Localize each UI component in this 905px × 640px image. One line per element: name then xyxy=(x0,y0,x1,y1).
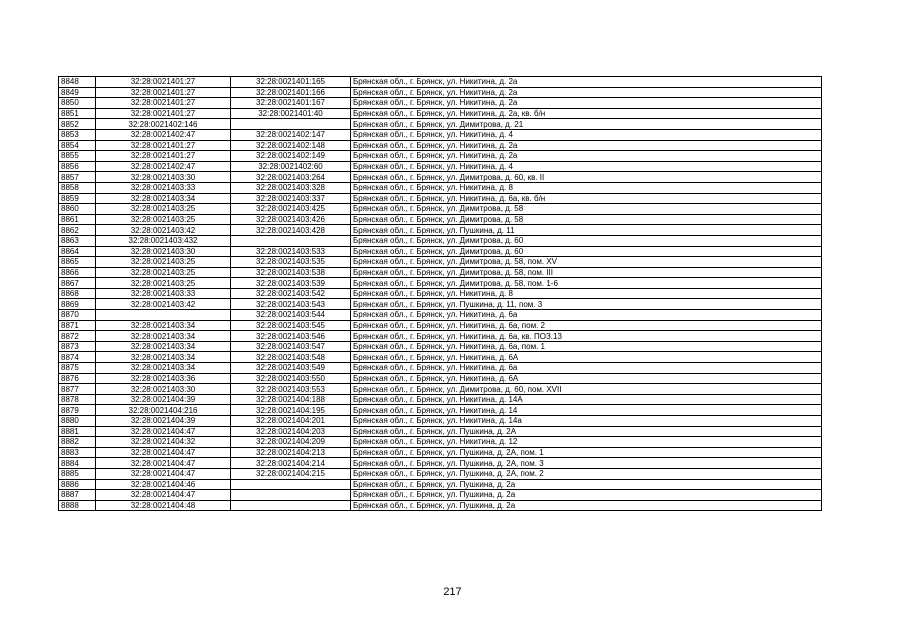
object-cadastral-number-cell: 32:28:0021403:264 xyxy=(231,172,351,183)
address-cell: Брянская обл., г. Брянск, ул. Никитина, д. 2а xyxy=(351,151,822,162)
address-cell: Брянская обл., г. Брянск, ул. Никитина, д. 4 xyxy=(351,129,822,140)
row-number-cell: 8869 xyxy=(59,299,96,310)
row-number-cell: 8870 xyxy=(59,310,96,321)
object-cadastral-number-cell: 32:28:0021403:543 xyxy=(231,299,351,310)
row-number-cell: 8879 xyxy=(59,405,96,416)
row-number-cell: 8850 xyxy=(59,98,96,109)
parcel-cadastral-number-cell: 32:28:0021403:25 xyxy=(96,278,231,289)
address-cell: Брянская обл., г. Брянск, ул. Никитина, д. 6а xyxy=(351,363,822,374)
object-cadastral-number-cell: 32:28:0021403:547 xyxy=(231,341,351,352)
address-cell: Брянская обл., г. Брянск, ул. Пушкина, д. 11 xyxy=(351,225,822,236)
row-number-cell: 8874 xyxy=(59,352,96,363)
object-cadastral-number-cell xyxy=(231,479,351,490)
row-number-cell: 8867 xyxy=(59,278,96,289)
table-row xyxy=(59,479,822,490)
row-number-cell: 8868 xyxy=(59,288,96,299)
row-number-cell: 8853 xyxy=(59,129,96,140)
address-cell: Брянская обл., г. Брянск, ул. Димитрова, д. 60, кв. II xyxy=(351,172,822,183)
address-cell: Брянская обл., г. Брянск, ул. Никитина, д. 6а xyxy=(351,310,822,321)
object-cadastral-number-cell: 32:28:0021404:215 xyxy=(231,468,351,479)
table-row xyxy=(59,426,822,437)
table-row xyxy=(59,447,822,458)
address-cell: Брянская обл., г. Брянск, ул. Никитина, д. 14 xyxy=(351,405,822,416)
object-cadastral-number-cell: 32:28:0021403:544 xyxy=(231,310,351,321)
table-row xyxy=(59,151,822,162)
row-number-cell: 8860 xyxy=(59,204,96,215)
row-number-cell: 8861 xyxy=(59,214,96,225)
row-number-cell: 8854 xyxy=(59,140,96,151)
object-cadastral-number-cell: 32:28:0021404:214 xyxy=(231,458,351,469)
address-cell: Брянская обл., г. Брянск, ул. Никитина, д. 8 xyxy=(351,182,822,193)
table-row xyxy=(59,193,822,204)
table-row xyxy=(59,341,822,352)
address-cell: Брянская обл., г. Брянск, ул. Пушкина, д. 2А, пом. 3 xyxy=(351,458,822,469)
parcel-cadastral-number-cell: 32:28:0021403:34 xyxy=(96,352,231,363)
table-row xyxy=(59,108,822,119)
address-cell: Брянская обл., г. Брянск, ул. Пушкина, д. 2А, пом. 2 xyxy=(351,468,822,479)
parcel-cadastral-number-cell: 32:28:0021403:42 xyxy=(96,225,231,236)
row-number-cell: 8880 xyxy=(59,416,96,427)
table-row xyxy=(59,119,822,130)
address-cell: Брянская обл., г. Брянск, ул. Никитина, д. 6а, пом. 2 xyxy=(351,320,822,331)
table-row xyxy=(59,416,822,427)
row-number-cell: 8858 xyxy=(59,182,96,193)
object-cadastral-number-cell xyxy=(231,119,351,130)
parcel-cadastral-number-cell: 32:28:0021401:27 xyxy=(96,77,231,88)
object-cadastral-number-cell: 32:28:0021403:425 xyxy=(231,204,351,215)
object-cadastral-number-cell xyxy=(231,235,351,246)
row-number-cell: 8849 xyxy=(59,87,96,98)
table-row xyxy=(59,172,822,183)
parcel-cadastral-number-cell xyxy=(96,310,231,321)
object-cadastral-number-cell: 32:28:0021402:60 xyxy=(231,161,351,172)
parcel-cadastral-number-cell: 32:28:0021403:36 xyxy=(96,373,231,384)
address-cell: Брянская обл., г. Брянск, ул. Димитрова, д. 58, пом. III xyxy=(351,267,822,278)
address-cell: Брянская обл., г. Брянск, ул. Димитрова, д. 21 xyxy=(351,119,822,130)
address-cell: Брянская обл., г. Брянск, ул. Никитина, д. 6а, пом. 1 xyxy=(351,341,822,352)
parcel-cadastral-number-cell: 32:28:0021401:27 xyxy=(96,108,231,119)
row-number-cell: 8866 xyxy=(59,267,96,278)
parcel-cadastral-number-cell: 32:28:0021404:47 xyxy=(96,490,231,501)
parcel-cadastral-number-cell: 32:28:0021403:25 xyxy=(96,214,231,225)
table-row xyxy=(59,257,822,268)
table-row xyxy=(59,405,822,416)
row-number-cell: 8886 xyxy=(59,479,96,490)
address-cell: Брянская обл., г. Брянск, ул. Димитрова, д. 60, пом. XVII xyxy=(351,384,822,395)
table-row xyxy=(59,204,822,215)
object-cadastral-number-cell: 32:28:0021403:426 xyxy=(231,214,351,225)
table-row xyxy=(59,288,822,299)
table-row xyxy=(59,394,822,405)
table-row xyxy=(59,267,822,278)
parcel-cadastral-number-cell: 32:28:0021404:47 xyxy=(96,426,231,437)
parcel-cadastral-number-cell: 32:28:0021401:27 xyxy=(96,87,231,98)
object-cadastral-number-cell: 32:28:0021404:213 xyxy=(231,447,351,458)
parcel-cadastral-number-cell: 32:28:0021404:47 xyxy=(96,468,231,479)
table-row xyxy=(59,278,822,289)
table-row xyxy=(59,384,822,395)
parcel-cadastral-number-cell: 32:28:0021401:27 xyxy=(96,98,231,109)
row-number-cell: 8878 xyxy=(59,394,96,405)
address-cell: Брянская обл., г. Брянск, ул. Никитина, д. 14а xyxy=(351,416,822,427)
address-cell: Брянская обл., г. Брянск, ул. Димитрова, д. 60 xyxy=(351,235,822,246)
table-row xyxy=(59,225,822,236)
table-row xyxy=(59,352,822,363)
object-cadastral-number-cell: 32:28:0021402:147 xyxy=(231,129,351,140)
row-number-cell: 8882 xyxy=(59,437,96,448)
address-cell: Брянская обл., г. Брянск, ул. Никитина, д. 4 xyxy=(351,161,822,172)
object-cadastral-number-cell: 32:28:0021403:548 xyxy=(231,352,351,363)
parcel-cadastral-number-cell: 32:28:0021403:34 xyxy=(96,363,231,374)
address-cell: Брянская обл., г. Брянск, ул. Пушкина, д. 11, пом. 3 xyxy=(351,299,822,310)
parcel-cadastral-number-cell: 32:28:0021403:30 xyxy=(96,172,231,183)
table-row xyxy=(59,214,822,225)
row-number-cell: 8872 xyxy=(59,331,96,342)
row-number-cell: 8877 xyxy=(59,384,96,395)
parcel-cadastral-number-cell: 32:28:0021403:34 xyxy=(96,193,231,204)
object-cadastral-number-cell: 32:28:0021401:166 xyxy=(231,87,351,98)
parcel-cadastral-number-cell: 32:28:0021403:25 xyxy=(96,257,231,268)
table-row xyxy=(59,182,822,193)
object-cadastral-number-cell xyxy=(231,490,351,501)
object-cadastral-number-cell: 32:28:0021403:337 xyxy=(231,193,351,204)
object-cadastral-number-cell: 32:28:0021403:533 xyxy=(231,246,351,257)
address-cell: Брянская обл., г. Брянск, ул. Никитина, д. 8 xyxy=(351,288,822,299)
address-cell: Брянская обл., г. Брянск, ул. Никитина, д. 6а, кв. ПОЗ.13 xyxy=(351,331,822,342)
parcel-cadastral-number-cell: 32:28:0021404:48 xyxy=(96,500,231,511)
object-cadastral-number-cell: 32:28:0021403:428 xyxy=(231,225,351,236)
parcel-cadastral-number-cell: 32:28:0021404:216 xyxy=(96,405,231,416)
parcel-cadastral-number-cell: 32:28:0021402:47 xyxy=(96,129,231,140)
address-cell: Брянская обл., г. Брянск, ул. Пушкина, д. 2А xyxy=(351,426,822,437)
table-row xyxy=(59,87,822,98)
registry-table-body xyxy=(59,77,822,511)
parcel-cadastral-number-cell: 32:28:0021401:27 xyxy=(96,151,231,162)
row-number-cell: 8864 xyxy=(59,246,96,257)
row-number-cell: 8865 xyxy=(59,257,96,268)
parcel-cadastral-number-cell: 32:28:0021403:30 xyxy=(96,384,231,395)
row-number-cell: 8887 xyxy=(59,490,96,501)
table-row xyxy=(59,310,822,321)
object-cadastral-number-cell: 32:28:0021403:535 xyxy=(231,257,351,268)
object-cadastral-number-cell: 32:28:0021403:538 xyxy=(231,267,351,278)
address-cell: Брянская обл., г. Брянск, ул. Пушкина, д. 2а xyxy=(351,490,822,501)
page-number: 217 xyxy=(443,586,462,598)
parcel-cadastral-number-cell: 32:28:0021404:47 xyxy=(96,447,231,458)
parcel-cadastral-number-cell: 32:28:0021404:47 xyxy=(96,458,231,469)
row-number-cell: 8885 xyxy=(59,468,96,479)
object-cadastral-number-cell: 32:28:0021401:40 xyxy=(231,108,351,119)
object-cadastral-number-cell: 32:28:0021401:165 xyxy=(231,77,351,88)
row-number-cell: 8851 xyxy=(59,108,96,119)
table-row xyxy=(59,140,822,151)
parcel-cadastral-number-cell: 32:28:0021403:432 xyxy=(96,235,231,246)
object-cadastral-number-cell: 32:28:0021403:328 xyxy=(231,182,351,193)
parcel-cadastral-number-cell: 32:28:0021404:46 xyxy=(96,479,231,490)
parcel-cadastral-number-cell: 32:28:0021404:32 xyxy=(96,437,231,448)
row-number-cell: 8856 xyxy=(59,161,96,172)
object-cadastral-number-cell: 32:28:0021402:148 xyxy=(231,140,351,151)
table-row xyxy=(59,363,822,374)
row-number-cell: 8857 xyxy=(59,172,96,183)
table-row xyxy=(59,458,822,469)
address-cell: Брянская обл., г. Брянск, ул. Пушкина, д. 2А, пом. 1 xyxy=(351,447,822,458)
object-cadastral-number-cell xyxy=(231,500,351,511)
cadastral-registry-table xyxy=(58,76,822,511)
address-cell: Брянская обл., г. Брянск, ул. Димитрова, д. 58, пом. 1-6 xyxy=(351,278,822,289)
address-cell: Брянская обл., г. Брянск, ул. Никитина, д. 2а xyxy=(351,98,822,109)
object-cadastral-number-cell: 32:28:0021403:546 xyxy=(231,331,351,342)
address-cell: Брянская обл., г. Брянск, ул. Никитина, д. 2а, кв. б/н xyxy=(351,108,822,119)
address-cell: Брянская обл., г. Брянск, ул. Пушкина, д. 2а xyxy=(351,479,822,490)
table-row xyxy=(59,235,822,246)
table-row xyxy=(59,299,822,310)
parcel-cadastral-number-cell: 32:28:0021404:39 xyxy=(96,416,231,427)
parcel-cadastral-number-cell: 32:28:0021401:27 xyxy=(96,140,231,151)
object-cadastral-number-cell: 32:28:0021401:167 xyxy=(231,98,351,109)
address-cell: Брянская обл., г. Брянск, ул. Димитрова, д. 58 xyxy=(351,204,822,215)
table-row xyxy=(59,77,822,88)
table-row xyxy=(59,490,822,501)
row-number-cell: 8863 xyxy=(59,235,96,246)
parcel-cadastral-number-cell: 32:28:0021403:30 xyxy=(96,246,231,257)
parcel-cadastral-number-cell: 32:28:0021404:39 xyxy=(96,394,231,405)
table-row xyxy=(59,331,822,342)
object-cadastral-number-cell: 32:28:0021404:195 xyxy=(231,405,351,416)
parcel-cadastral-number-cell: 32:28:0021403:34 xyxy=(96,320,231,331)
address-cell: Брянская обл., г. Брянск, ул. Никитина, д. 2а xyxy=(351,140,822,151)
address-cell: Брянская обл., г. Брянск, ул. Димитрова, д. 58 xyxy=(351,214,822,225)
table-row xyxy=(59,468,822,479)
object-cadastral-number-cell: 32:28:0021403:553 xyxy=(231,384,351,395)
table-row xyxy=(59,500,822,511)
table-row xyxy=(59,161,822,172)
parcel-cadastral-number-cell: 32:28:0021403:25 xyxy=(96,267,231,278)
parcel-cadastral-number-cell: 32:28:0021402:146 xyxy=(96,119,231,130)
row-number-cell: 8876 xyxy=(59,373,96,384)
table-row xyxy=(59,320,822,331)
object-cadastral-number-cell: 32:28:0021403:545 xyxy=(231,320,351,331)
table-row xyxy=(59,129,822,140)
parcel-cadastral-number-cell: 32:28:0021403:42 xyxy=(96,299,231,310)
table-row xyxy=(59,437,822,448)
row-number-cell: 8862 xyxy=(59,225,96,236)
object-cadastral-number-cell: 32:28:0021404:188 xyxy=(231,394,351,405)
row-number-cell: 8859 xyxy=(59,193,96,204)
row-number-cell: 8873 xyxy=(59,341,96,352)
row-number-cell: 8871 xyxy=(59,320,96,331)
table-row xyxy=(59,246,822,257)
table-row xyxy=(59,98,822,109)
parcel-cadastral-number-cell: 32:28:0021403:34 xyxy=(96,331,231,342)
object-cadastral-number-cell: 32:28:0021402:149 xyxy=(231,151,351,162)
row-number-cell: 8848 xyxy=(59,77,96,88)
object-cadastral-number-cell: 32:28:0021404:201 xyxy=(231,416,351,427)
parcel-cadastral-number-cell: 32:28:0021403:33 xyxy=(96,288,231,299)
address-cell: Брянская обл., г. Брянск, ул. Никитина, д. 2а xyxy=(351,77,822,88)
row-number-cell: 8888 xyxy=(59,500,96,511)
object-cadastral-number-cell: 32:28:0021404:203 xyxy=(231,426,351,437)
object-cadastral-number-cell: 32:28:0021403:550 xyxy=(231,373,351,384)
row-number-cell: 8875 xyxy=(59,363,96,374)
address-cell: Брянская обл., г. Брянск, ул. Пушкина, д. 2а xyxy=(351,500,822,511)
address-cell: Брянская обл., г. Брянск, ул. Никитина, д. 6а, кв. б/н xyxy=(351,193,822,204)
parcel-cadastral-number-cell: 32:28:0021402:47 xyxy=(96,161,231,172)
row-number-cell: 8855 xyxy=(59,151,96,162)
parcel-cadastral-number-cell: 32:28:0021403:33 xyxy=(96,182,231,193)
address-cell: Брянская обл., г. Брянск, ул. Никитина, д. 14А xyxy=(351,394,822,405)
address-cell: Брянская обл., г. Брянск, ул. Никитина, д. 2а xyxy=(351,87,822,98)
parcel-cadastral-number-cell: 32:28:0021403:25 xyxy=(96,204,231,215)
row-number-cell: 8884 xyxy=(59,458,96,469)
object-cadastral-number-cell: 32:28:0021404:209 xyxy=(231,437,351,448)
row-number-cell: 8881 xyxy=(59,426,96,437)
object-cadastral-number-cell: 32:28:0021403:542 xyxy=(231,288,351,299)
address-cell: Брянская обл., г. Брянск, ул. Никитина, д. 12 xyxy=(351,437,822,448)
address-cell: Брянская обл., г. Брянск, ул. Никитина, д. 6А xyxy=(351,373,822,384)
object-cadastral-number-cell: 32:28:0021403:539 xyxy=(231,278,351,289)
parcel-cadastral-number-cell: 32:28:0021403:34 xyxy=(96,341,231,352)
address-cell: Брянская обл., г. Брянск, ул. Димитрова, д. 60 xyxy=(351,246,822,257)
address-cell: Брянская обл., г. Брянск, ул. Димитрова, д. 58, пом. XV xyxy=(351,257,822,268)
object-cadastral-number-cell: 32:28:0021403:549 xyxy=(231,363,351,374)
table-row xyxy=(59,373,822,384)
row-number-cell: 8852 xyxy=(59,119,96,130)
address-cell: Брянская обл., г. Брянск, ул. Никитина, д. 6А xyxy=(351,352,822,363)
row-number-cell: 8883 xyxy=(59,447,96,458)
